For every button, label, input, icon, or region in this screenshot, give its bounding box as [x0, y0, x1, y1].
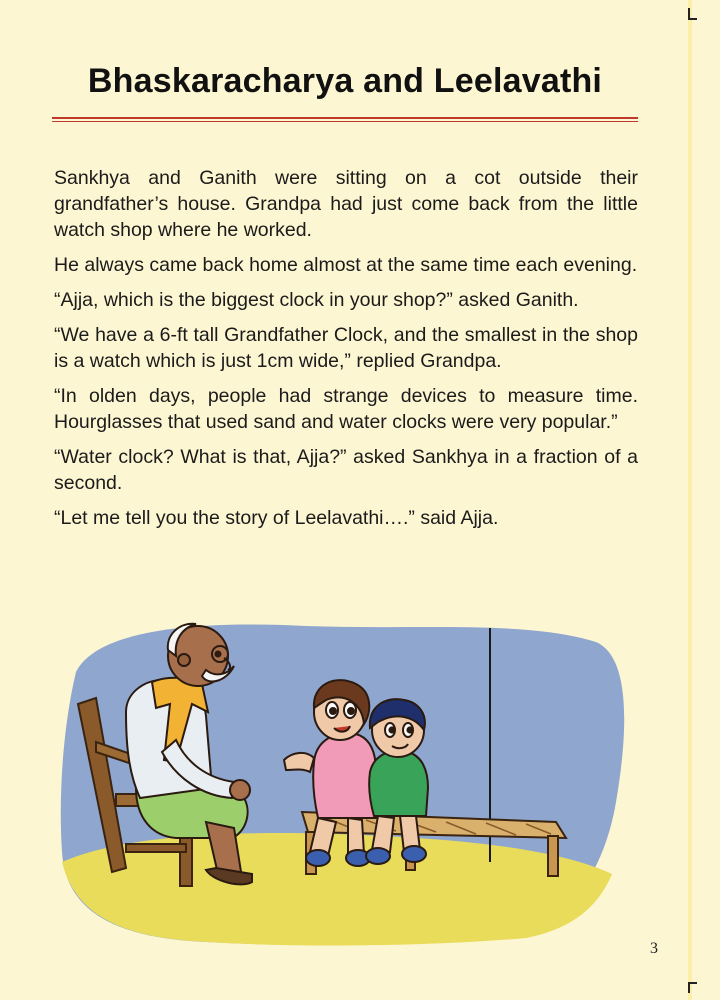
paragraph: Sankhya and Ganith were sitting on a cot outside their grandfather’s house. Grandpa had just come back from the little watch shop where he worked.: [54, 167, 638, 241]
crop-mark-top: [688, 18, 697, 20]
paragraph: He always came back home almost at the same time each evening.: [54, 254, 638, 276]
paragraph: “Water clock? What is that, Ajja?” asked Sankhya in a fraction of a second.: [54, 446, 638, 494]
title-rule: [52, 117, 638, 123]
paragraph: “We have a 6-ft tall Grandfather Clock, and the smallest in the shop is a watch which is just 1cm wide,” replied Grandpa.: [54, 324, 638, 372]
paragraph: “Ajja, which is the biggest clock in your shop?” asked Ganith.: [54, 289, 579, 311]
paragraph: “In olden days, people had strange devices to measure time. Hourglasses that used sand and water clocks were very popular.”: [54, 385, 638, 433]
story-text: [54, 165, 638, 540]
paragraph: “Let me tell you the story of Leelavathi….” said Ajja.: [54, 507, 499, 529]
page-title: Bhaskaracharya and Leelavathi: [87, 62, 603, 100]
crop-mark-bottom: [688, 982, 697, 984]
trim-margin: [688, 0, 692, 1000]
crop-mark-bottom: [688, 982, 690, 993]
page-number: 3: [650, 940, 658, 957]
story-illustration: [56, 612, 636, 948]
